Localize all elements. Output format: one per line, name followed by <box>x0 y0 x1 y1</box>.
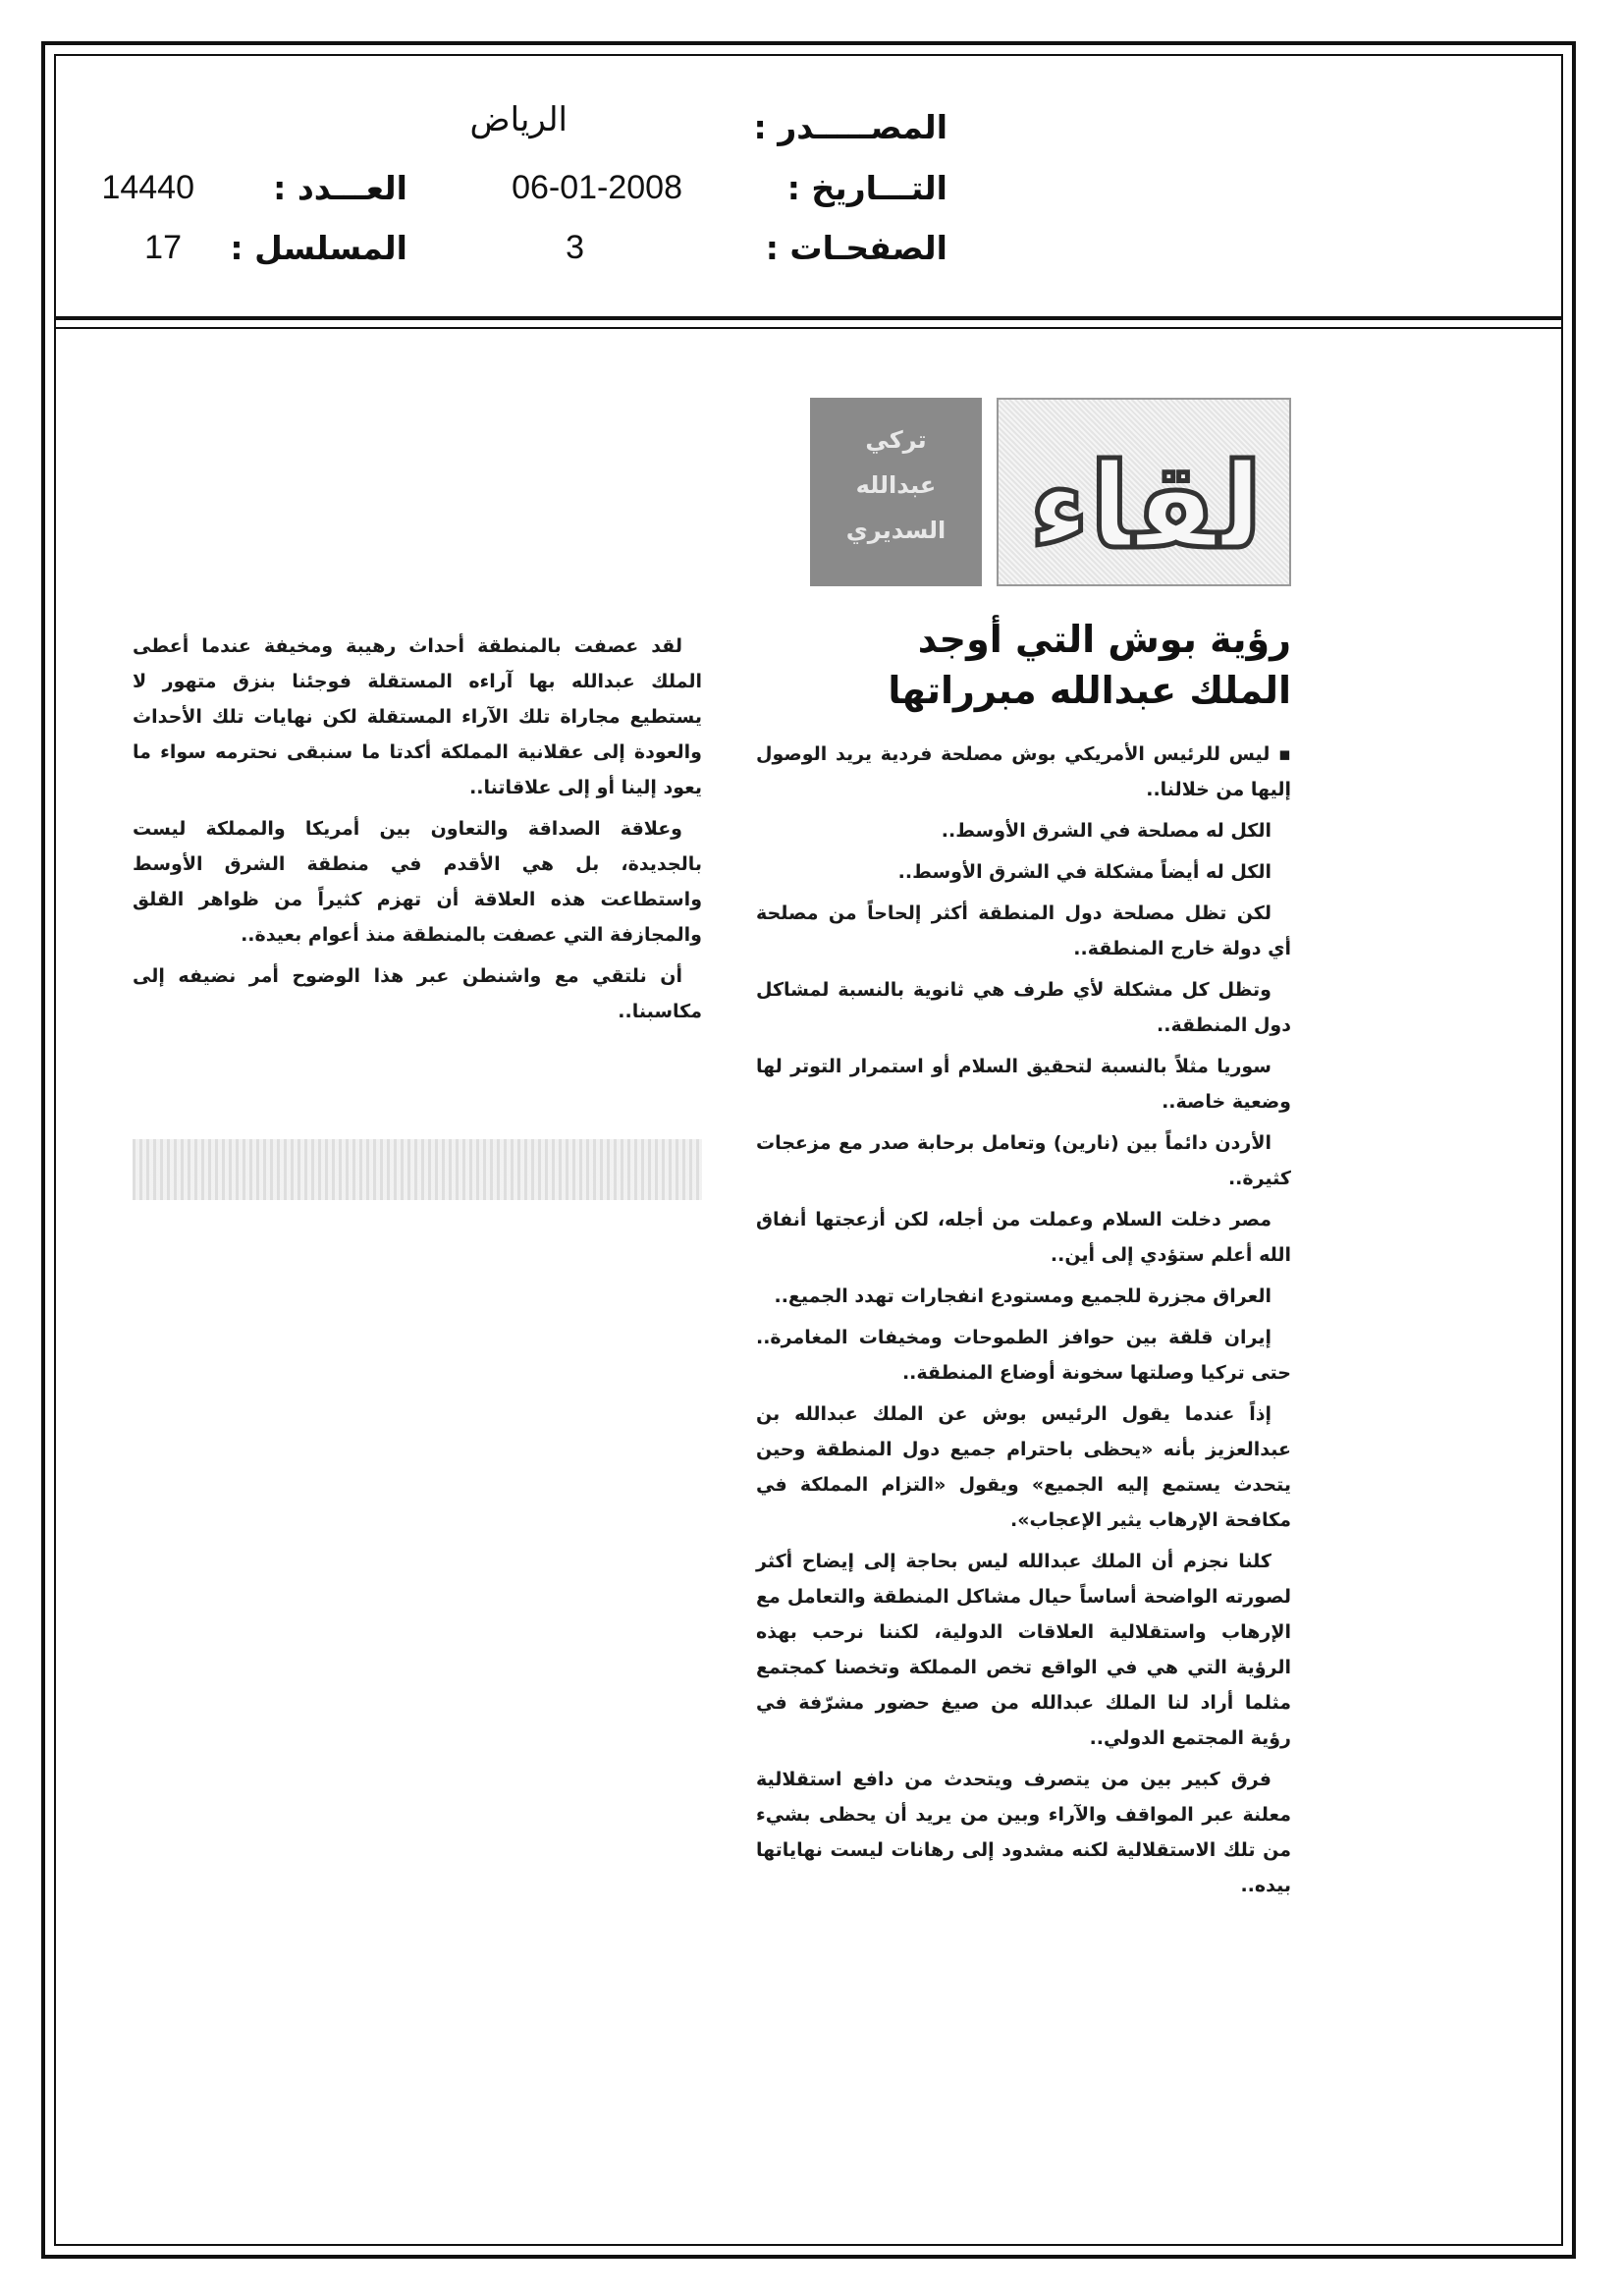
header-divider-thin <box>54 327 1563 329</box>
date-value: 06-01-2008 <box>512 169 682 206</box>
serial-value: 17 <box>144 229 182 266</box>
serial-label: المسلسل : <box>230 229 407 267</box>
paragraph: سوريا مثلاً بالنسبة لتحقيق السلام أو استمرار التوتر لها وضعية خاصة.. <box>756 1056 1291 1113</box>
date-label: التـــاريخ : <box>786 169 947 207</box>
paragraph: مصر دخلت السلام وعملت من أجله، لكن أزعجتها أنفاق الله أعلم ستؤدي إلى أين.. <box>756 1209 1291 1266</box>
author-line-2: عبدالله <box>855 471 937 499</box>
author-box <box>810 398 982 586</box>
paragraph: العراق مجزرة للجميع ومستودع انفجارات تهدد الجميع.. <box>774 1285 1271 1307</box>
article-body-right <box>756 737 1291 1909</box>
source-label: المصـــــدر : <box>753 108 947 146</box>
paragraph: كلنا نجزم أن الملك عبدالله ليس بحاجة إلى إيضاح أكثر لصورته الواضحة أساساً حيال مشاكل المنطقة والتعامل مع الإرهاب واستقلالية العلاقات الدولية، لكننا نرحب بهذه الرؤية التي هي في الواقع تخص المملكة وتخصنا كمجتمع مثلما أراد لنا الملك عبدالله من صيغ حضور مشرّفة في رؤية المجتمع الدولي.. <box>756 1551 1291 1749</box>
paragraph: فرق كبير بين من يتصرف ويتحدث من دافع استقلالية معلنة عبر المواقف والآراء وبين من يريد أن يحظى بشيء من تلك الاستقلالية لكنه مشدود إلى رهانات ليست نهاياتها بيده.. <box>756 1769 1291 1896</box>
author-line-1: تركي <box>865 426 927 454</box>
paragraph: إذاً عندما يقول الرئيس بوش عن الملك عبدالله بن عبدالعزيز بأنه «يحظى باحترام جميع دول المنطقة وحين يتحدث يستمع إليه الجميع» ويقول «التزام المملكة في مكافحة الإرهاب يثير الإعجاب». <box>756 1403 1291 1531</box>
article-title: رؤية بوش التي أوجد الملك عبدالله مبرراتها <box>888 618 1291 712</box>
paragraph: الكل له أيضاً مشكلة في الشرق الأوسط.. <box>897 861 1271 883</box>
pages-value: 3 <box>566 229 584 266</box>
paragraph: ▪ ليس للرئيس الأمريكي بوش مصلحة فردية يريد الوصول إليها من خلالنا.. <box>756 743 1291 800</box>
paragraph: لقد عصفت بالمنطقة أحداث رهيبة ومخيفة عندما أعطى الملك عبدالله بها آراءه المستقلة فوجئنا بنزق متهور لا يستطيع مجاراة تلك الآراء المستقلة لكن نهايات تلك الأحداث والعودة إلى عقلانية المملكة أكدتا ما سنبقى نحترمه سواء ما يعود إلينا أو إلى علاقاتنا.. <box>133 635 702 798</box>
paragraph: لكن تظل مصلحة دول المنطقة أكثر إلحاحاً من مصلحة أي دولة خارج المنطقة.. <box>756 902 1291 959</box>
pages-label: الصفحـات : <box>765 229 947 267</box>
article-body-left <box>133 629 702 1035</box>
issue-label: العـــدد : <box>273 169 407 207</box>
paragraph: وعلاقة الصداقة والتعاون بين أمريكا والمملكة ليست بالجديدة، بل هي الأقدم في منطقة الشرق الأوسط واستطاعت هذه العلاقة أن تهزم كثيراً من ظواهر القلق والمجازفة التي عصفت بالمنطقة منذ أعوام بعيدة.. <box>133 818 702 946</box>
column-logo-text: لقاء <box>1029 439 1263 575</box>
scanned-caption-strip <box>133 1139 702 1200</box>
paragraph: وتظل كل مشكلة لأي طرف هي ثانوية بالنسبة لمشاكل دول المنطقة.. <box>756 979 1291 1036</box>
paragraph: الأردن دائماً بين (نارين) وتعامل برحابة صدر مع مزعجات كثيرة.. <box>756 1132 1291 1189</box>
column-logo-art <box>999 400 1291 586</box>
author-line-3: السديري <box>845 517 947 544</box>
issue-value: 14440 <box>101 169 194 206</box>
column-logo <box>997 398 1291 586</box>
paragraph: إيران قلقة بين حوافز الطموحات ومخيفات المغامرة.. حتى تركيا وصلتها سخونة أوضاع المنطقة.. <box>756 1327 1291 1384</box>
paragraph: الكل له مصلحة في الشرق الأوسط.. <box>941 820 1271 842</box>
source-value: الرياض <box>469 101 568 138</box>
header-divider <box>54 316 1563 320</box>
paragraph: أن نلتقي مع واشنطن عبر هذا الوضوح أمر نضيفه إلى مكاسبنا.. <box>133 965 702 1022</box>
